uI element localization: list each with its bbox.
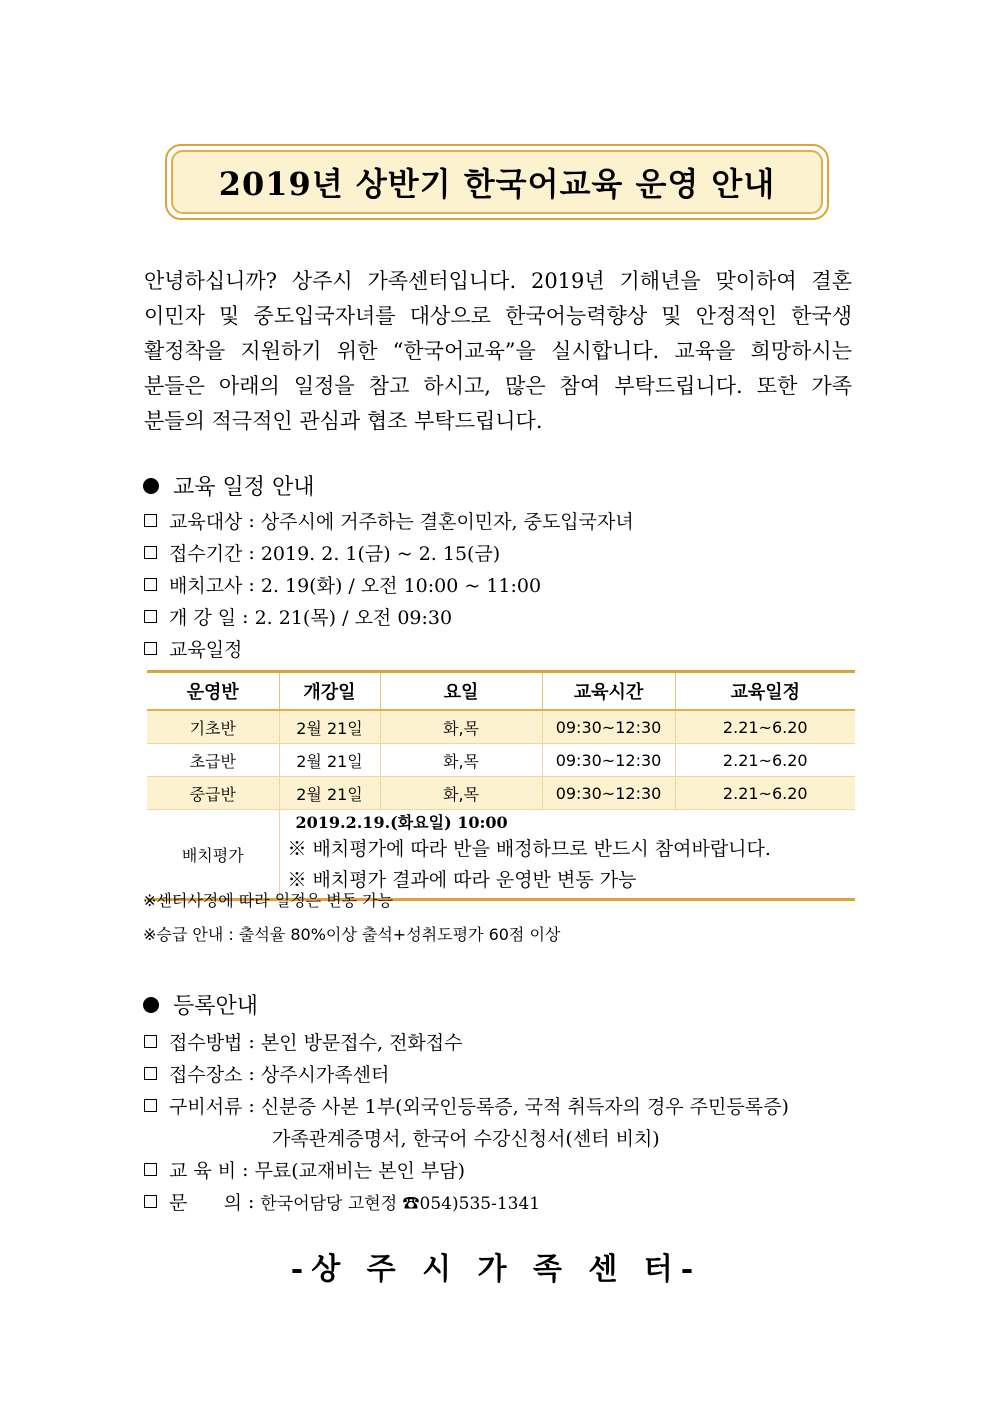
table-cell: 화,목 — [380, 744, 542, 777]
intro-line: 분들은 아래의 일정을 참고 하시고, 많은 참여 부탁드립니다. 또한 가족 — [144, 374, 852, 398]
eval-note: ※ 배치평가 결과에 따라 운영반 변동 가능 — [287, 869, 637, 891]
intro-line: 분들의 적극적인 관심과 협조 부탁드립니다. — [144, 409, 543, 433]
table-cell: 중급반 — [147, 777, 279, 810]
table-cell: 2월 21일 — [279, 710, 380, 744]
intro-line: 이민자 및 중도입국자녀를 대상으로 한국어능력향상 및 안정적인 한국생 — [144, 304, 852, 328]
table-cell: 2.21~6.20 — [675, 744, 855, 777]
eval-label-cell: 배치평가 — [147, 810, 279, 900]
eval-date: 2019.2.19.(화요일) 10:00 — [295, 813, 508, 832]
table-header-row — [147, 672, 855, 711]
item-value: 무료(교재비는 본인 부담) — [254, 1160, 466, 1182]
item-value: 신분증 사본 1부(외국인등록증, 국적 취득자의 경우 주민등록증) — [260, 1096, 789, 1118]
checkbox-icon — [144, 1195, 157, 1208]
schedule-item: 교육대상 : 상주시에 거주하는 결혼이민자, 중도입국자녀 — [144, 507, 634, 534]
table-cell: 2.21~6.20 — [675, 777, 855, 810]
item-label: 접수방법 — [169, 1032, 243, 1054]
checkbox-icon — [144, 642, 157, 655]
item-label: 문 의 — [169, 1192, 242, 1214]
schedule-note: ※승급 안내 : 출석율 80%이상 출석+성취도평가 60점 이상 — [143, 925, 561, 944]
table-cell: 화,목 — [380, 777, 542, 810]
checkbox-icon — [144, 546, 157, 559]
schedule-section-heading — [143, 470, 315, 501]
checkbox-icon — [144, 514, 157, 527]
table-cell: 09:30~12:30 — [542, 744, 675, 777]
table-row — [147, 744, 855, 777]
table-row — [147, 710, 855, 744]
schedule-table — [147, 670, 855, 901]
registration-item: 문 의 : 한국어담당 고현정 ☎054)535-1341 — [144, 1188, 540, 1215]
schedule-item: 배치고사 : 2. 19(화) / 오전 10:00 ~ 11:00 — [144, 571, 541, 598]
intro-line: 활정착을 지원하기 위한 “한국어교육”을 실시합니다. 교육을 희망하시는 — [144, 339, 852, 363]
item-value: 2. 19(화) / 오전 10:00 ~ 11:00 — [260, 575, 542, 597]
registration-item: 접수방법 : 본인 방문접수, 전화접수 — [144, 1028, 463, 1055]
table-header: 교육시간 — [542, 672, 675, 711]
table-header: 요일 — [380, 672, 542, 711]
bullet-icon — [143, 478, 159, 494]
item-label: 교육대상 — [169, 511, 243, 533]
schedule-item: 접수기간 : 2019. 2. 1(금) ~ 2. 15(금) — [144, 539, 500, 566]
table-cell: 초급반 — [147, 744, 279, 777]
table-cell: 2월 21일 — [279, 744, 380, 777]
table-cell: 2월 21일 — [279, 777, 380, 810]
table-header: 운영반 — [147, 672, 279, 711]
table-cell: 2.21~6.20 — [675, 710, 855, 744]
table-row — [147, 777, 855, 810]
item-label: 구비서류 — [169, 1096, 243, 1118]
checkbox-icon — [144, 1163, 157, 1176]
item-label: 접수기간 — [169, 543, 243, 565]
item-value: 상주시가족센터 — [260, 1064, 390, 1086]
title-inner — [171, 150, 823, 214]
item-value: 2019. 2. 1(금) ~ 2. 15(금) — [260, 543, 501, 565]
item-label: 개 강 일 — [169, 607, 237, 629]
table-header: 개강일 — [279, 672, 380, 711]
item-label: 교 육 비 — [169, 1160, 237, 1182]
checkbox-icon — [144, 1067, 157, 1080]
registration-heading-text: 등록안내 — [173, 994, 259, 1019]
documents-line-2: 가족관계증명서, 한국어 수강신청서(센터 비치) — [272, 1128, 660, 1150]
table-row-eval — [147, 810, 855, 900]
bullet-icon — [143, 997, 159, 1013]
item-label: 교육일정 — [169, 639, 243, 661]
item-value: 본인 방문접수, 전화접수 — [260, 1032, 463, 1054]
table-cell: 09:30~12:30 — [542, 710, 675, 744]
eval-detail-cell — [279, 810, 855, 900]
table-cell: 09:30~12:30 — [542, 777, 675, 810]
item-label: 접수장소 — [169, 1064, 243, 1086]
schedule-note: ※센터사정에 따라 일정은 변동 가능 — [143, 891, 394, 910]
schedule-item: 개 강 일 : 2. 21(목) / 오전 09:30 — [144, 603, 452, 630]
checkbox-icon — [144, 578, 157, 591]
item-value: 2. 21(목) / 오전 09:30 — [254, 607, 453, 629]
registration-item: 접수장소 : 상주시가족센터 — [144, 1060, 389, 1087]
item-label: 배치고사 — [169, 575, 243, 597]
intro-line: 안녕하십니까? 상주시 가족센터입니다. 2019년 기해년을 맞이하여 결혼 — [144, 269, 852, 293]
table-header: 교육일정 — [675, 672, 855, 711]
footer-organization: -상 주 시 가 족 센 터- — [290, 1252, 702, 1287]
table-cell: 기초반 — [147, 710, 279, 744]
page-title: 2019년 상반기 한국어교육 운영 안내 — [218, 165, 776, 203]
checkbox-icon — [144, 1099, 157, 1112]
registration-item: 교 육 비 : 무료(교재비는 본인 부담) — [144, 1156, 465, 1183]
schedule-heading-text: 교육 일정 안내 — [173, 475, 315, 500]
item-value: 한국어담당 고현정 ☎054)535-1341 — [260, 1194, 541, 1214]
table-cell: 화,목 — [380, 710, 542, 744]
checkbox-icon — [144, 610, 157, 623]
checkbox-icon — [144, 1035, 157, 1048]
eval-note: ※ 배치평가에 따라 반을 배정하므로 반드시 참여바랍니다. — [287, 838, 771, 860]
item-value: 상주시에 거주하는 결혼이민자, 중도입국자녀 — [260, 511, 634, 533]
registration-item: 구비서류 : 신분증 사본 1부(외국인등록증, 국적 취득자의 경우 주민등록증) — [144, 1092, 789, 1119]
title-box — [165, 144, 829, 220]
registration-section-heading — [143, 989, 258, 1020]
intro-paragraph — [144, 264, 852, 439]
schedule-item — [144, 635, 242, 662]
